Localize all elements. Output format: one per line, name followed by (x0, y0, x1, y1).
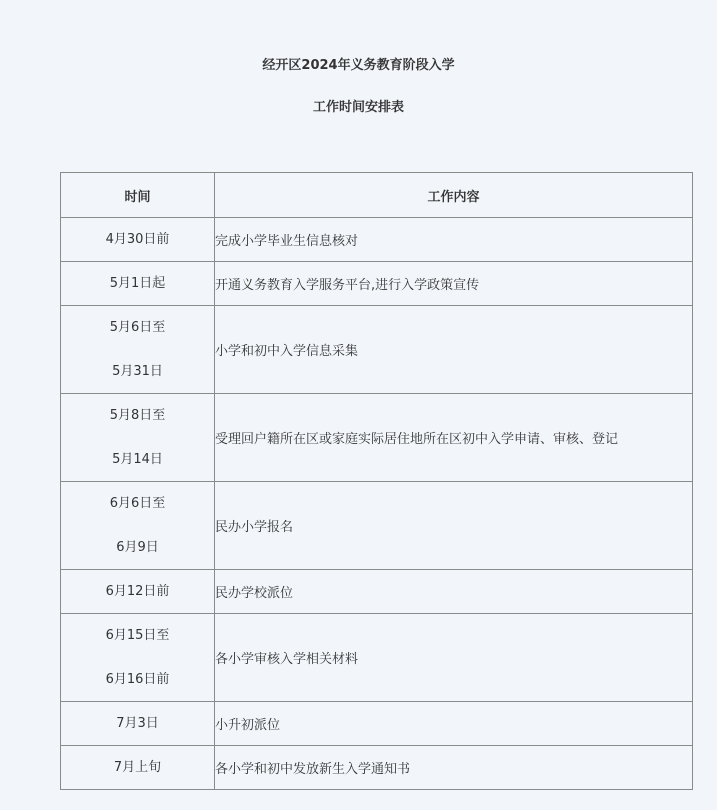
time-start-text: 5月6日至 (109, 319, 166, 335)
table-header-row (61, 173, 693, 218)
content-cell: 各小学和初中发放新生入学通知书 (215, 746, 693, 790)
time-cell (61, 262, 215, 306)
content-cell: 开通义务教育入学服务平台,进行入学政策宣传 (215, 262, 693, 306)
time-end-text: 6月16日前 (105, 671, 170, 687)
content-cell: 民办小学报名 (215, 482, 693, 570)
time-cell (61, 394, 215, 482)
time-cell (61, 614, 215, 702)
schedule-table (60, 172, 693, 790)
content-cell: 小升初派位 (215, 702, 693, 746)
time-cell (61, 702, 215, 746)
header-time: 时间 (61, 173, 215, 218)
table-row (61, 746, 693, 790)
document-title: 经开区2024年义务教育阶段入学 (262, 58, 455, 73)
document-subtitle: 工作时间安排表 (312, 100, 404, 115)
table-row (61, 482, 693, 570)
time-cell (61, 570, 215, 614)
table-row (61, 570, 693, 614)
content-cell: 各小学审核入学相关材料 (215, 614, 693, 702)
table-row (61, 262, 693, 306)
table-row (61, 394, 693, 482)
time-text: 7月3日 (116, 715, 159, 731)
content-cell: 完成小学毕业生信息核对 (215, 218, 693, 262)
time-end-text: 5月31日 (112, 363, 163, 379)
time-start-text: 6月15日至 (105, 627, 170, 643)
time-end-text: 6月9日 (116, 539, 159, 555)
content-cell: 小学和初中入学信息采集 (215, 306, 693, 394)
time-text: 4月30日前 (105, 231, 170, 247)
content-cell: 民办学校派位 (215, 570, 693, 614)
time-text: 6月12日前 (105, 583, 170, 599)
time-cell (61, 218, 215, 262)
time-text: 5月1日起 (109, 275, 166, 291)
table-row (61, 702, 693, 746)
header-content: 工作内容 (215, 173, 693, 218)
content-cell: 受理回户籍所在区或家庭实际居住地所在区初中入学申请、审核、登记 (215, 394, 693, 482)
time-end-text: 5月14日 (112, 451, 163, 467)
time-cell (61, 306, 215, 394)
table-row (61, 218, 693, 262)
time-cell (61, 482, 215, 570)
table-row (61, 614, 693, 702)
time-text: 7月上旬 (113, 759, 162, 775)
table-row (61, 306, 693, 394)
time-cell (61, 746, 215, 790)
time-start-text: 5月8日至 (109, 407, 166, 423)
time-start-text: 6月6日至 (109, 495, 166, 511)
